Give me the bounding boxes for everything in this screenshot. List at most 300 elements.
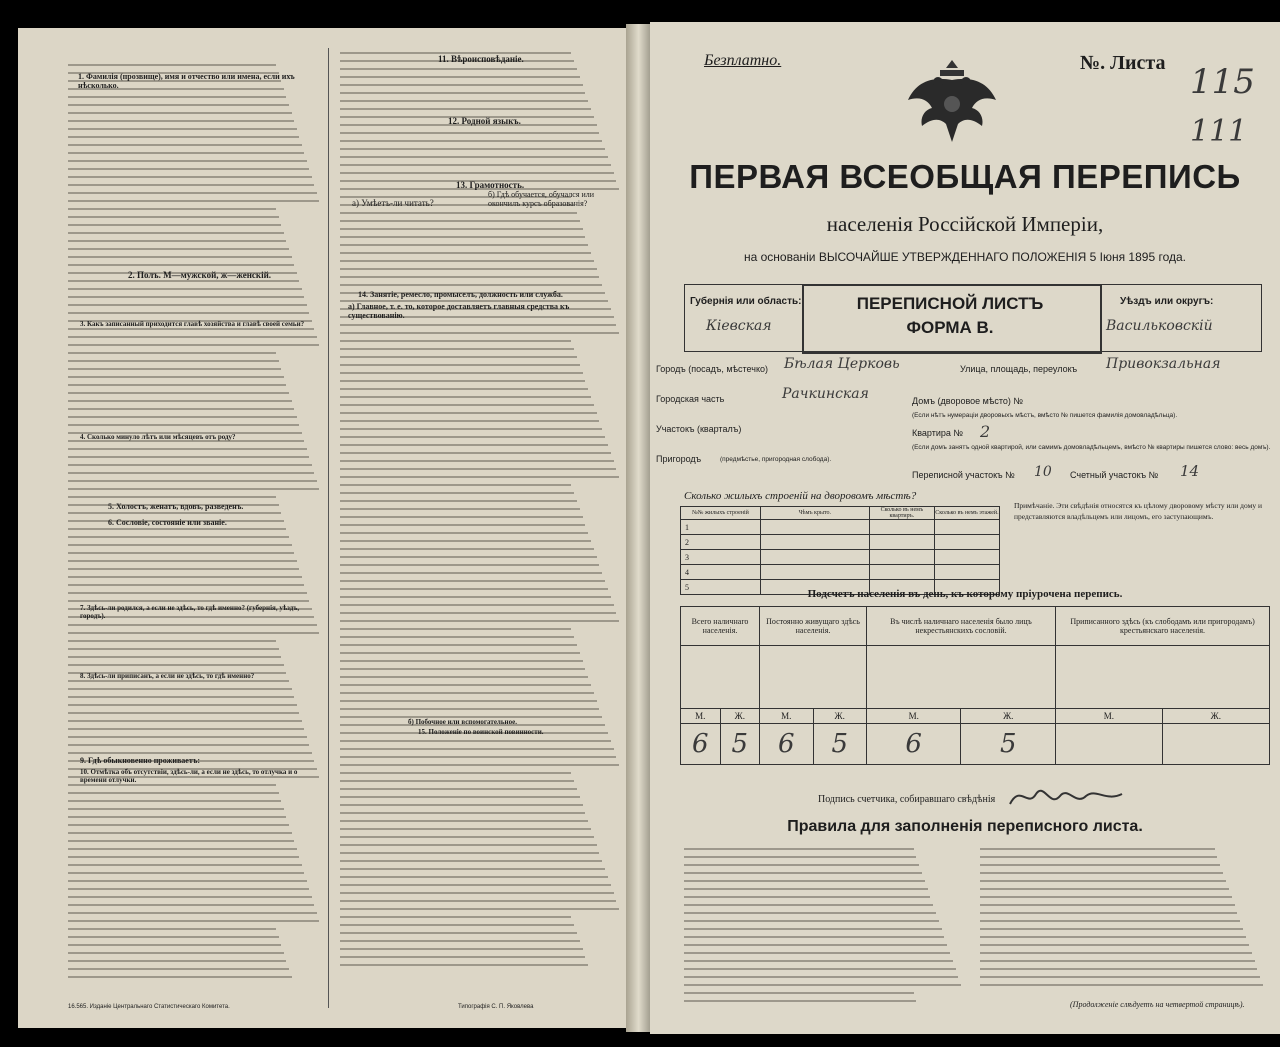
text-line <box>68 280 299 282</box>
text-line <box>980 936 1246 938</box>
section-heading-3: 3. Какъ записанный приходится главѣ хозяйства и главѣ своей семьи? <box>80 320 305 328</box>
section-heading-13: 13. Грамотность. <box>456 180 525 190</box>
prigorod-note: (предмѣстье, пригородная слобода). <box>720 456 832 463</box>
text-line <box>340 420 599 422</box>
row-number: 2 <box>681 535 761 550</box>
buildings-header-number: №№ жилыхъ строеній <box>681 507 761 520</box>
count-value: 5 <box>961 724 1056 765</box>
text-line <box>340 460 614 462</box>
uezd-label: Уѣздъ или округъ: <box>1120 296 1214 307</box>
text-line <box>340 156 608 158</box>
text-line <box>340 84 583 86</box>
text-line <box>68 224 281 226</box>
text-line <box>340 588 608 590</box>
text-line <box>340 132 599 134</box>
text-line <box>68 680 289 682</box>
text-line <box>684 848 914 850</box>
text-line <box>340 940 580 942</box>
text-line <box>340 908 619 910</box>
text-line <box>340 828 591 830</box>
text-line <box>68 216 279 218</box>
text-line <box>340 476 619 478</box>
text-line <box>68 792 279 794</box>
text-line <box>684 896 930 898</box>
text-line <box>68 96 286 98</box>
mf-label: М. <box>681 709 721 724</box>
text-line <box>340 148 605 150</box>
text-line <box>340 364 580 366</box>
text-line <box>68 336 317 338</box>
header-registered-peasant: Приписанного здѣсь (къ слободамъ или пригородамъ) крестьянскаго населенія. <box>1056 607 1270 646</box>
table-cell <box>934 565 999 580</box>
table-cell <box>760 520 869 535</box>
text-line <box>68 528 286 530</box>
table-row <box>681 520 1000 535</box>
text-line <box>68 904 314 906</box>
text-line <box>68 248 289 250</box>
explain-cell <box>866 646 1055 709</box>
text-line <box>340 76 580 78</box>
explain-cell <box>1056 646 1270 709</box>
count-value: 6 <box>760 724 813 765</box>
text-line <box>980 904 1235 906</box>
text-line <box>68 720 302 722</box>
gorod-label: Городъ (посадъ, мѣстечко) <box>656 364 768 374</box>
text-line <box>68 848 297 850</box>
text-line <box>68 896 312 898</box>
text-line <box>68 808 284 810</box>
text-line <box>68 424 299 426</box>
text-line <box>340 540 591 542</box>
buildings-header-floors: Сколько въ немъ этажей. <box>934 507 999 520</box>
text-line <box>684 856 916 858</box>
text-line <box>68 880 307 882</box>
text-line <box>340 900 616 902</box>
text-line <box>68 656 281 658</box>
explain-cell <box>760 646 867 709</box>
text-line <box>684 976 958 978</box>
text-line <box>68 344 319 346</box>
text-line <box>340 700 597 702</box>
population-explain-row <box>681 646 1270 709</box>
text-line <box>68 872 304 874</box>
text-line <box>340 868 605 870</box>
text-line <box>340 932 577 934</box>
prigorod-label: Пригородъ <box>656 454 702 464</box>
guberniya-value: Кіевская <box>706 318 772 334</box>
kvartira-value: 2 <box>980 422 991 441</box>
form-title-line2: ФОРМА В. <box>906 318 994 337</box>
text-line <box>340 708 599 710</box>
guberniya-label: Губернія или область: <box>690 296 802 307</box>
mf-label: Ж. <box>813 709 866 724</box>
text-line <box>68 536 289 538</box>
text-line <box>68 688 292 690</box>
text-line <box>980 864 1220 866</box>
text-line <box>340 140 602 142</box>
section-heading-9: 9. Гдѣ обыкновенно проживаетъ: <box>80 756 201 765</box>
text-line <box>68 816 286 818</box>
text-line <box>340 228 583 230</box>
text-line <box>68 168 309 170</box>
population-count-table <box>680 606 1270 765</box>
text-line <box>68 976 292 978</box>
text-line <box>340 436 605 438</box>
left-page-instructions <box>18 28 630 1028</box>
rules-column-1 <box>684 848 964 1008</box>
text-line <box>980 928 1243 930</box>
text-line <box>340 484 571 486</box>
rules-column-2 <box>980 848 1266 998</box>
table-cell <box>934 550 999 565</box>
text-line <box>340 916 571 918</box>
population-header-row <box>681 607 1270 646</box>
text-line <box>340 252 591 254</box>
section-heading-2: 2. Полъ. М—мужской, ж—женскій. <box>128 270 272 280</box>
text-line <box>68 256 292 258</box>
text-line <box>68 664 284 666</box>
row-number: 4 <box>681 565 761 580</box>
text-line <box>340 500 577 502</box>
text-line <box>68 136 299 138</box>
ulitsa-value: Привокзальная <box>1106 356 1221 372</box>
census-basis: на основаніи ВЫСОЧАЙШЕ УТВЕРЖДЕННАГО ПОЛОЖЕНІЯ 5 Іюня 1895 года. <box>743 250 1186 264</box>
mf-label: М. <box>760 709 813 724</box>
text-line <box>68 888 309 890</box>
kvartira-note: (Если домъ занятъ одной квартирой, или самимъ домовладѣльцемъ, вмѣсто № квартиры пишется слово: весь домъ). <box>912 444 1271 451</box>
text-line <box>340 212 577 214</box>
text-line <box>684 944 947 946</box>
text-line <box>340 68 577 70</box>
text-line <box>68 632 319 634</box>
text-line <box>340 876 608 878</box>
text-line <box>68 312 309 314</box>
text-line <box>68 304 307 306</box>
table-row <box>681 535 1000 550</box>
text-line <box>68 64 276 66</box>
text-line <box>340 492 574 494</box>
section-heading-10: 10. Отмѣтка объ отсутствіи, здѣсь-ли, а если не здѣсь, то отлучка и о времени отлучки. <box>80 768 298 784</box>
text-line <box>68 576 302 578</box>
explain-cell <box>681 646 760 709</box>
section-heading-11: 11. Вѣроисповѣданіе. <box>438 54 524 64</box>
text-line <box>68 728 304 730</box>
text-line <box>980 944 1249 946</box>
uchastok-label: Участокъ (кварталъ) <box>656 424 742 434</box>
text-line <box>340 548 594 550</box>
text-line <box>340 388 588 390</box>
buildings-header-roof: Чѣмъ крыто. <box>760 507 869 520</box>
section-heading-14: 14. Занятіе, ремесло, промыселъ, должность или служба. <box>358 290 563 299</box>
text-line <box>980 872 1223 874</box>
uezd-value: Васильковскій <box>1106 318 1213 334</box>
text-line <box>340 532 588 534</box>
text-line <box>340 284 602 286</box>
text-line <box>68 384 286 386</box>
text-line <box>340 748 614 750</box>
text-line <box>68 552 294 554</box>
text-line <box>68 952 284 954</box>
text-line <box>684 960 953 962</box>
text-line <box>68 328 314 330</box>
text-line <box>340 356 577 358</box>
census-subtitle: населенія Россійской Имперіи, <box>826 212 1104 236</box>
sheet-number-label: №. Листа <box>1080 52 1166 74</box>
text-line <box>684 952 950 954</box>
section-heading-14b: б) Побочное или вспомогательное. <box>408 718 517 726</box>
text-line <box>684 912 936 914</box>
table-cell <box>869 565 934 580</box>
text-line <box>340 692 594 694</box>
rules-continuation-note: (Продолженіе слѣдуетъ на четвертой страницѣ). <box>1070 1000 1245 1009</box>
dom-label: Домъ (дворовое мѣсто) № <box>912 396 1024 406</box>
text-line <box>340 340 571 342</box>
text-line <box>68 104 289 106</box>
section-heading-6: 6. Сословіе, состояніе или званіе. <box>108 518 227 527</box>
text-line <box>68 920 319 922</box>
text-line <box>340 676 588 678</box>
text-line <box>68 592 307 594</box>
text-line <box>340 636 574 638</box>
text-line <box>340 236 585 238</box>
text-line <box>340 628 571 630</box>
free-label: Безплатно. <box>704 52 782 69</box>
text-line <box>340 860 602 862</box>
text-line <box>340 164 611 166</box>
text-line <box>340 924 574 926</box>
text-line <box>340 380 585 382</box>
text-line <box>340 836 594 838</box>
section-heading-8: 8. Здѣсь-ли приписанъ, а если не здѣсь, то гдѣ именно? <box>80 672 255 680</box>
chast-label: Городская часть <box>656 394 725 404</box>
text-line <box>68 392 289 394</box>
text-line <box>684 928 942 930</box>
table-cell <box>869 535 934 550</box>
text-line <box>340 804 583 806</box>
handwritten-sheet-number: 115 <box>1190 62 1255 102</box>
text-line <box>684 864 919 866</box>
text-line <box>340 396 591 398</box>
text-line <box>68 800 281 802</box>
section-heading-13a: а) Умѣетъ-ли читать? <box>352 198 434 208</box>
text-line <box>68 600 309 602</box>
text-line <box>68 112 292 114</box>
text-line <box>68 512 281 514</box>
text-line <box>68 488 319 490</box>
text-line <box>68 288 302 290</box>
text-line <box>68 408 294 410</box>
text-line <box>684 880 925 882</box>
text-line <box>68 936 279 938</box>
text-line <box>68 784 276 786</box>
section-heading-4: 4. Сколько минуло лѣтъ или мѣсяцевъ отъ роду? <box>80 433 236 441</box>
text-line <box>340 412 597 414</box>
text-line <box>68 840 294 842</box>
census-title: ПЕРВАЯ ВСЕОБЩАЯ ПЕРЕПИСЬ <box>689 158 1241 195</box>
mf-label: М. <box>866 709 961 724</box>
text-line <box>340 844 597 846</box>
text-line <box>68 560 297 562</box>
text-line <box>340 756 616 758</box>
text-line <box>68 448 307 450</box>
schetny-uchastok-value: 14 <box>1180 462 1200 480</box>
text-line <box>980 968 1257 970</box>
row-number: 3 <box>681 550 761 565</box>
text-line <box>68 184 314 186</box>
footer-imprint-right: Типографія С. П. Яковлева <box>458 1004 534 1010</box>
text-line <box>340 788 577 790</box>
table-row <box>681 565 1000 580</box>
text-line <box>684 968 956 970</box>
buildings-table <box>680 506 1000 595</box>
count-value: 5 <box>720 724 760 765</box>
text-line <box>68 200 319 202</box>
text-line <box>68 624 317 626</box>
text-line <box>68 832 292 834</box>
text-line <box>340 948 583 950</box>
text-line <box>980 960 1255 962</box>
mf-label: Ж. <box>1162 709 1269 724</box>
text-line <box>68 712 299 714</box>
text-line <box>340 372 583 374</box>
text-line <box>68 456 309 458</box>
text-line <box>68 744 309 746</box>
table-cell <box>760 535 869 550</box>
text-line <box>68 568 299 570</box>
section-heading-1: 1. Фамилія (прозвище), имя и отчество или имена, если ихъ нѣсколько. <box>78 72 295 90</box>
text-line <box>340 580 605 582</box>
text-line <box>684 872 922 874</box>
text-line <box>684 936 944 938</box>
text-line <box>340 516 583 518</box>
text-line <box>68 704 297 706</box>
population-mf-row <box>681 709 1270 724</box>
text-line <box>340 260 594 262</box>
text-line <box>68 264 294 266</box>
text-line <box>340 524 585 526</box>
table-cell <box>869 520 934 535</box>
text-line <box>340 780 574 782</box>
text-line <box>68 208 276 210</box>
text-line <box>684 920 939 922</box>
text-line <box>340 244 588 246</box>
text-line <box>340 668 585 670</box>
text-line <box>340 620 619 622</box>
count-value: 6 <box>866 724 961 765</box>
text-line <box>980 848 1215 850</box>
text-line <box>340 452 611 454</box>
count-value: 5 <box>813 724 866 765</box>
left-column-1 <box>68 64 322 994</box>
table-row <box>681 550 1000 565</box>
text-line <box>68 464 312 466</box>
text-line <box>68 360 279 362</box>
text-line <box>980 880 1226 882</box>
table-cell <box>760 565 869 580</box>
text-line <box>980 952 1252 954</box>
text-line <box>340 764 619 766</box>
text-line <box>340 172 614 174</box>
text-line <box>68 752 312 754</box>
buildings-table-header <box>681 507 1000 520</box>
text-line <box>340 332 619 334</box>
text-line <box>68 856 299 858</box>
text-line <box>340 276 599 278</box>
mf-label: М. <box>1056 709 1163 724</box>
text-line <box>340 956 585 958</box>
right-page-census-form <box>650 22 1280 1034</box>
text-line <box>68 912 317 914</box>
text-line <box>980 912 1237 914</box>
text-line <box>340 564 599 566</box>
text-line <box>340 444 608 446</box>
text-line <box>340 772 571 774</box>
mf-label: Ж. <box>720 709 760 724</box>
text-line <box>340 324 616 326</box>
chast-value: Рачкинская <box>782 386 869 402</box>
count-value: 6 <box>681 724 721 765</box>
text-line <box>340 796 580 798</box>
header-non-peasant: Въ числѣ наличнаго населенія было лицъ некрестьянскихъ сословій. <box>866 607 1055 646</box>
text-line <box>684 984 961 986</box>
text-line <box>68 944 281 946</box>
text-line <box>340 852 599 854</box>
row-number: 1 <box>681 520 761 535</box>
text-line <box>340 652 580 654</box>
text-line <box>68 352 276 354</box>
text-line <box>684 1000 916 1002</box>
header-total-present: Всего наличнаго населенія. <box>681 607 760 646</box>
buildings-header-apartments: Сколько въ немъ квартиръ. <box>869 507 934 520</box>
text-line <box>68 144 302 146</box>
section-heading-15: 15. Положеніе по воинской повинности. <box>418 728 544 736</box>
text-line <box>68 824 289 826</box>
text-line <box>340 572 602 574</box>
text-line <box>68 192 317 194</box>
text-line <box>68 128 297 130</box>
text-line <box>68 400 292 402</box>
text-line <box>340 612 616 614</box>
text-line <box>340 892 614 894</box>
rules-title: Правила для заполненія переписного листа. <box>787 818 1143 835</box>
text-line <box>68 864 302 866</box>
gorod-value: Бѣлая Церковь <box>784 356 900 372</box>
text-line <box>340 820 588 822</box>
counter-signature-label: Подпись счетчика, собиравшаго свѣдѣнія <box>818 794 996 805</box>
text-line <box>340 92 585 94</box>
text-line <box>68 120 294 122</box>
table-cell <box>934 535 999 550</box>
text-line <box>340 268 597 270</box>
table-cell <box>760 550 869 565</box>
text-line <box>68 584 304 586</box>
section-heading-13b: б) Гдѣ обучается, обучался или окончилъ курсъ образованія? <box>488 190 595 208</box>
population-values-row <box>681 724 1270 765</box>
kvartira-label: Квартира № <box>912 428 964 438</box>
footer-imprint-left: 16.565. Изданіе Центральнаго Статистическаго Комитета. <box>68 1004 230 1010</box>
text-line <box>340 556 597 558</box>
count-value <box>1056 724 1163 765</box>
mf-label: Ж. <box>961 709 1056 724</box>
count-value <box>1162 724 1269 765</box>
text-line <box>340 468 616 470</box>
text-line <box>340 604 614 606</box>
text-line <box>68 472 314 474</box>
text-line <box>980 896 1232 898</box>
text-line <box>340 220 580 222</box>
text-line <box>340 740 611 742</box>
text-line <box>684 904 933 906</box>
